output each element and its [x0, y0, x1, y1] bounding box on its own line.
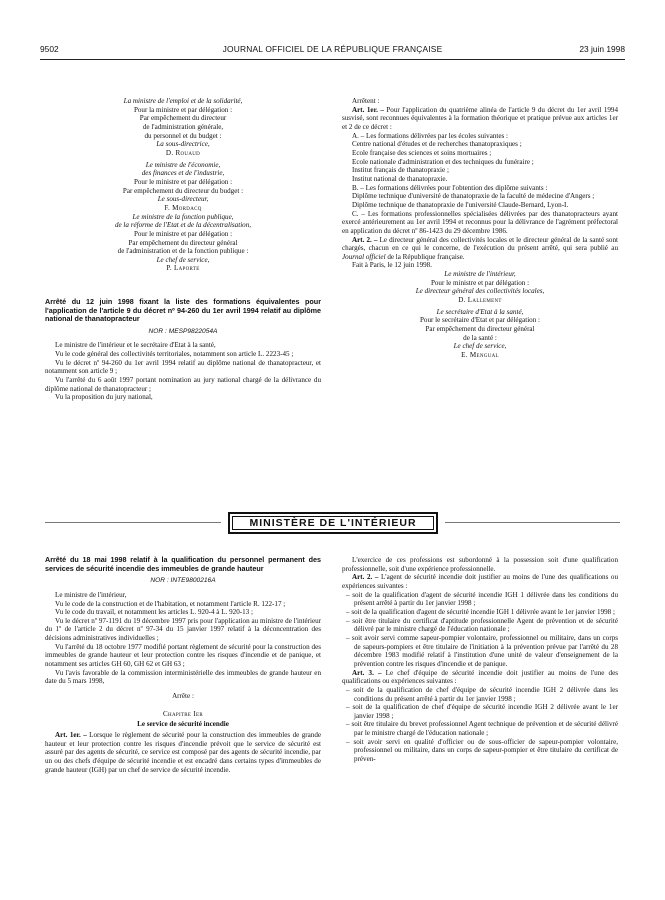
- chapter-title: Le service de sécurité incendie: [137, 720, 229, 729]
- right-top-line-1: Art. 1er. – Pour l'application du quatrième alinéa de l'article 9 du décret du 1er avril 1994 susvisé, sont reconnues équivalentes à la formation théorique et pratique prévue aux articles 1er et 2 de ce décret :: [342, 105, 619, 131]
- nor-code: INTE9800216A: [170, 577, 216, 585]
- left-top-line-3: de l'administration générale,: [142, 122, 224, 131]
- left-top-line-4: du personnel et du budget :: [144, 131, 222, 140]
- decree-1-nor: [45, 328, 321, 337]
- left-top-line-20: P. Laporte: [166, 264, 200, 273]
- decree-1-line-0: Le ministre de l'intérieur et le secrétaire d'Etat à la santé,: [55, 341, 216, 350]
- right-top-line-17: D. Lallement: [458, 296, 502, 305]
- right-top-line-7: Institut national de thanatopraxie.: [352, 174, 448, 183]
- decree-2-line-5: Vu l'avis favorable de la commission interministérielle des immeubles de grande hauteur en date du 5 mars 1998,: [45, 668, 321, 686]
- decree-2: [45, 556, 321, 774]
- decree-1-line-1: Vu le code général des collectivités territoriales, notamment son article L. 2223-45 ;: [55, 350, 294, 359]
- decree-1-line-4: Vu la proposition du jury national,: [55, 393, 153, 402]
- left-top-line-2: Par empêchement du directeur: [139, 114, 227, 123]
- right-top-line-8: B. – Les formations délivrées pour l'obtention des diplôme suivants :: [352, 183, 548, 192]
- right-bottom-line-5: – soit avoir servi comme sapeur-pompier volontaire, professionnel ou militaire, dans un corps de sapeurs-pompiers et être titulaire de l'initiation à la prévention prévue par l'arrêté du 28 décembre 1983 modifié relatif à l'institution d'une unité de valeur d'enseignement de la prévention contre les risques d'incendie et de panique.: [346, 633, 618, 668]
- header-rule: [40, 59, 625, 60]
- right-top-line-3: Centre national d'études et de recherches thanatopraxiques ;: [352, 140, 522, 149]
- right-top-line-0: Arrêtent :: [352, 97, 380, 105]
- left-top-line-9: des finances et de l'industrie,: [141, 169, 225, 178]
- right-top-line-9: Diplôme technique d'université de thanatopraxie de la faculté de médecine d'Angers ;: [352, 192, 595, 201]
- right-column-bottom: [342, 556, 618, 764]
- decree-1-line-2: Vu le décret nº 94-260 du 1er avril 1994 relatif au diplôme national de thanatopracteur, et notamment son article 9 ;: [45, 358, 321, 376]
- right-bottom-line-2: – soit de la qualification d'agent de sécurité incendie IGH 1 délivrée dans les conditions du présent arrêté à partir du 1er janvier 1998 ;: [346, 590, 618, 608]
- right-top-line-24: E. Mengual: [461, 351, 499, 360]
- nor-code: MESP9822054A: [168, 327, 218, 335]
- right-top-line-23: Le chef de service,: [453, 342, 507, 351]
- right-top-line-16: Le directeur général des collectivités locales,: [415, 287, 545, 296]
- heading-rule-right: [445, 522, 620, 523]
- decree-1-body: [45, 341, 321, 402]
- left-top-line-11: Par empêchement du directeur du budget :: [122, 186, 244, 195]
- right-top-line-11: C. – Les formations professionnelles spécialisées délivrées par des thanatopracteurs ayant exercé antérieurement au 1er avril 1994 et reconnus pour la délivrance de l'agrément préfectoral en application du décret nº 86-1423 du 29 décembre 1986.: [342, 209, 618, 235]
- left-top-line-12: Le sous-directeur,: [157, 195, 209, 204]
- right-top-line-10: Diplôme technique de thanatopraxie de l'université Claude-Bernard, Lyon-I.: [352, 200, 569, 209]
- page-number: 9502: [40, 44, 59, 54]
- left-top-line-10: Pour le ministre et par délégation :: [133, 177, 233, 186]
- right-bottom-line-1: Art. 2. – L'agent de sécurité incendie doit justifier au moins de l'une des qualifications ou expériences suivantes :: [342, 573, 618, 590]
- right-bottom-line-7: – soit de la qualification de chef d'équipe de sécurité incendie IGH 2 délivrée dans les conditions du présent arrêté à partir du 1er janvier 1998 ;: [346, 685, 618, 703]
- decree-2-line-1: Vu le code de la construction et de l'habitation, et notamment l'article R. 122-17 ;: [55, 599, 286, 608]
- ministry-heading-text: MINISTÈRE DE L'INTÉRIEUR: [249, 517, 417, 529]
- decree-2-line-2: Vu le code du travail, et notamment les articles L. 920-4 à L. 920-13 ;: [55, 608, 253, 617]
- right-top-line-5: Ecole nationale d'administration et des techniques du funéraire ;: [352, 157, 534, 166]
- nor-label: NOR :: [150, 577, 169, 585]
- right-column-top: [342, 97, 618, 360]
- right-top-line-12: Art. 2. – Le directeur général des collectivités locales et le directeur général de la santé sont chargés, chacun en ce qui le concerne, de l'exécution du présent arrêté, qui sera publié au Journal officiel de la République française.: [342, 235, 618, 261]
- decree-2-line-3: Vu le décret nº 97-1191 du 19 décembre 1997 pris pour l'application au ministre de l'intérieur du 1º de l'article 2 du décret nº 97-34 du 15 janvier 1997 relatif à la déconcentration des décisions administratives individuelles ;: [45, 616, 321, 643]
- decree-1-title: Arrêté du 12 juin 1998 fixant la liste des formations équivalentes pour l'application de l'article 9 du décret nº 94-260 du 1er avril 1994 relatif au diplôme national de thanatopracteur: [45, 297, 321, 324]
- right-top-line-15: Pour le ministre et par délégation :: [430, 278, 530, 287]
- left-top-line-8: Le ministre de l'économie,: [145, 160, 221, 169]
- right-bottom-line-6: Art. 3. – Le chef d'équipe de sécurité incendie doit justifier au moins de l'une des qualifications ou expériences suivantes :: [342, 668, 618, 686]
- right-bottom-line-3: – soit de la qualification d'agent de sécurité incendie IGH 1 délivrée avant le 1er janvier 1998 ;: [346, 607, 615, 616]
- right-top-line-14: Le ministre de l'intérieur,: [444, 270, 516, 279]
- ministry-heading: [228, 512, 438, 534]
- left-column-top: [45, 97, 321, 273]
- right-bottom-line-0: L'exercice de ces professions est subordonné à la possession soit d'une qualification professionnelle, soit d'une expérience professionnelle.: [342, 556, 618, 573]
- right-top-line-21: Par empêchement du directeur général: [425, 325, 535, 334]
- left-top-line-14: Le ministre de la fonction publique,: [132, 212, 234, 221]
- left-top-line-1: Pour la ministre et par délégation :: [133, 105, 233, 114]
- right-top-line-13: Fait à Paris, le 12 juin 1998.: [352, 261, 432, 270]
- decree-2-nor: [45, 577, 321, 586]
- decree-2-line-4: Vu l'arrêté du 18 octobre 1977 modifié portant règlement de sécurité pour la construction des immeubles de grande hauteur et leur protection contre les risques d'incendie et de panique, et notamment ses articles GH 60, GH 62 et GH 63 ;: [45, 642, 321, 669]
- decree-2-line-0: Le ministre de l'intérieur,: [55, 590, 127, 599]
- decree-2-article-1: Art. 1er. – Lorsque le règlement de sécurité pour la construction des immeubles de grande hauteur et leur protection contre les risques d'incendie prévoit que le service de sécurité est assuré par des agents de sécurité, ce service est composé par des agents de sécurité incendie, par un ou des chefs d'équipe de sécurité incendie et est encadré dans certains types d'immeubles de grande hauteur (IGH) par un chef de service de sécurité incendie.: [45, 731, 322, 774]
- right-top-line-19: Le secrétaire d'Etat à la santé,: [436, 307, 524, 316]
- issue-date: 23 juin 1998: [579, 44, 625, 54]
- chapter-number: Chapitre Ier: [163, 709, 203, 718]
- right-bottom-line-8: – soit de la qualification de chef d'équipe de sécurité incendie IGH 2 délivrée avant le 1er janvier 1998 ;: [346, 703, 618, 720]
- page-header: [40, 44, 625, 58]
- left-top-line-17: Par empêchement du directeur général: [128, 238, 238, 247]
- left-top-line-0: La ministre de l'emploi et de la solidarité,: [123, 97, 243, 105]
- right-top-line-20: Pour le secrétaire d'Etat et par délégation :: [419, 316, 541, 325]
- right-bottom-line-4: – soit être titulaire du certificat d'aptitude professionnelle Agent de prévention et de sécurité délivré par le ministre chargé de l'éducation nationale ;: [346, 616, 618, 634]
- decree-2-body: [45, 591, 321, 686]
- nor-label: NOR :: [148, 327, 167, 335]
- decree-2-title: Arrêté du 18 mai 1998 relatif à la qualification du personnel permanent des services de sécurité incendie des immeubles de grande hauteur: [45, 555, 321, 573]
- left-top-line-6: D. Rouaud: [165, 148, 201, 157]
- decree-2-arrete: Arrête :: [172, 692, 194, 701]
- left-top-line-15: de la réforme de l'Etat et de la décentralisation,: [114, 221, 252, 230]
- right-top-line-4: Ecole française des sciences et soins mortuaires ;: [352, 148, 492, 157]
- right-top-line-22: de la santé :: [463, 333, 497, 342]
- heading-rule-left: [45, 522, 221, 523]
- left-top-line-18: de l'administration et de la fonction publique :: [117, 247, 249, 256]
- decree-1-line-3: Vu l'arrêté du 6 août 1997 portant nomination au jury national chargé de la délivrance du diplôme national de thanatopracteur ;: [45, 376, 321, 393]
- left-top-line-16: Pour le ministre et par délégation :: [133, 229, 233, 238]
- left-top-line-19: Le chef de service,: [156, 255, 210, 264]
- journal-title: JOURNAL OFFICIEL DE LA RÉPUBLIQUE FRANÇAISE: [222, 44, 443, 54]
- right-top-line-2: A. – Les formations délivrées par les écoles suivantes :: [352, 131, 509, 140]
- right-bottom-line-10: – soit avoir servi en qualité d'officier ou de sous-officier de sapeur-pompier volontaire, professionnel ou militaire, dans un corps de sapeur-pompier et être titulaire du certificat de préven-: [346, 737, 618, 764]
- decree-1: [45, 298, 321, 402]
- right-top-line-6: Institut français de thanatopraxie ;: [352, 166, 449, 175]
- left-top-line-13: F. Mordacq: [164, 203, 202, 212]
- right-bottom-line-9: – soit être titulaire du brevet professionnel Agent technique de prévention et de sécurité délivré par le ministre chargé de l'éducation nationale ;: [346, 720, 618, 738]
- left-top-line-5: La sous-directrice,: [156, 140, 210, 149]
